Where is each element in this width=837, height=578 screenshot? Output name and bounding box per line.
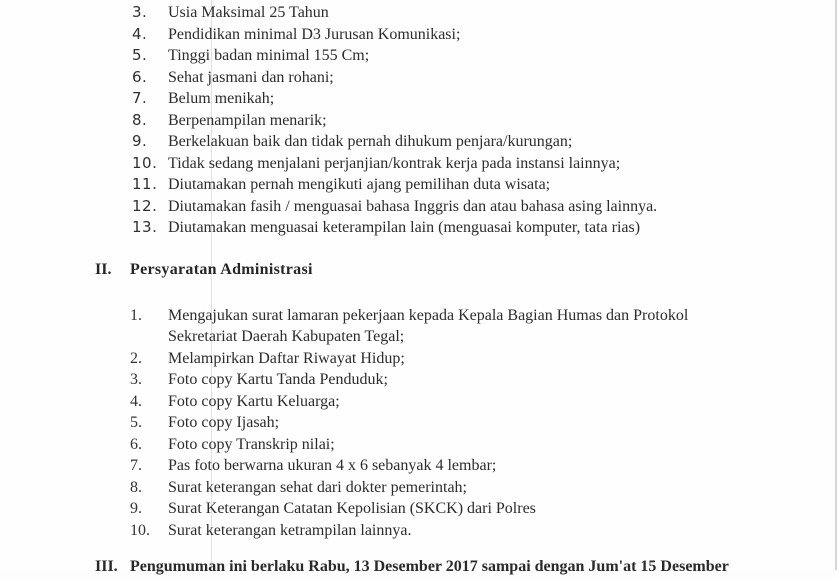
list-item-text: Foto copy Kartu Tanda Penduduk; — [168, 371, 388, 388]
list-item-text: Foto copy Transkrip nilai; — [168, 435, 335, 453]
list-item-text: Tidak sedang menjalani perjanjian/kontrak kerja pada instansi lainnya; — [168, 154, 621, 172]
list-item-number: 4. — [132, 24, 148, 43]
list-item-text-line2: Sekretariat Daerah Kabupaten Tegal; — [168, 328, 405, 345]
list-item-number: 5. — [130, 414, 142, 431]
list-item-number: 9. — [132, 132, 148, 150]
list-item-text: Surat keterangan sehat dari dokter pemerintah; — [168, 478, 467, 496]
section3-text: Pengumuman ini berlaku Rabu, 13 Desember 2017 sampai dengan Jum'at 15 Desember — [130, 558, 729, 575]
list-item-number: 7. — [132, 89, 148, 107]
list-item-number: 2. — [130, 349, 142, 367]
list-item-number: 10. — [130, 521, 150, 539]
list-item-text: Melampirkan Daftar Riwayat Hidup; — [168, 349, 405, 367]
list-item-text: Berpenampilan menarik; — [168, 111, 327, 129]
list-item-text: Surat Keterangan Catatan Kepolisian (SKCK) dari Polres — [168, 500, 536, 517]
list-item-number: 9. — [130, 500, 142, 517]
section2-heading: Persyaratan Administrasi — [130, 261, 313, 278]
list-item-number: 12. — [132, 196, 158, 215]
list-item-number: 5. — [132, 46, 148, 64]
list-item-text: Foto copy Ijasah; — [168, 414, 280, 431]
list-item-text: Diutamakan menguasai keterampilan lain (menguasai komputer, tata rias) — [168, 219, 641, 236]
list-item-text: Berkelakuan baik dan tidak pernah dihukum penjara/kurungan; — [168, 133, 573, 150]
list-item-number: 3. — [130, 371, 142, 388]
list-item-text: Usia Maksimal 25 Tahun — [168, 4, 329, 21]
list-item-text: Belum menikah; — [168, 90, 275, 107]
list-item-number: 6. — [132, 67, 148, 86]
section3-number: III. — [95, 558, 118, 575]
list-item-number: 3. — [132, 3, 148, 21]
list-item-number: 6. — [130, 435, 142, 453]
list-item-text: Surat keterangan ketrampilan lainnya. — [168, 521, 412, 539]
list-item-text: Tinggi badan minimal 155 Cm; — [168, 47, 370, 64]
list-item-text: Diutamakan pernah mengikuti ajang pemilihan duta wisata; — [168, 176, 551, 193]
list-item-number: 8. — [132, 110, 148, 129]
list-item-text: Pas foto berwarna ukuran 4 x 6 sebanyak 4 lembar; — [168, 457, 497, 474]
list-item-number: 10. — [132, 153, 158, 172]
list-item-number: 1. — [130, 307, 142, 324]
list-item-text: Diutamakan fasih / menguasai bahasa Inggris dan atau bahasa asing lainnya. — [168, 197, 658, 215]
list-item-number: 4. — [130, 392, 142, 410]
list-item-text: Mengajukan surat lamaran pekerjaan kepada Kepala Bagian Humas dan Protokol — [168, 307, 689, 324]
list-item-number: 11. — [132, 175, 158, 193]
list-item-text: Sehat jasmani dan rohani; — [168, 68, 334, 86]
list-item-text: Foto copy Kartu Keluarga; — [168, 392, 340, 410]
list-item-text: Pendidikan minimal D3 Jurusan Komunikasi; — [168, 25, 461, 43]
list-item-number: 13. — [132, 218, 158, 236]
section2-number: II. — [95, 261, 112, 278]
list-item-number: 7. — [130, 457, 142, 474]
list-item-number: 8. — [130, 478, 142, 496]
